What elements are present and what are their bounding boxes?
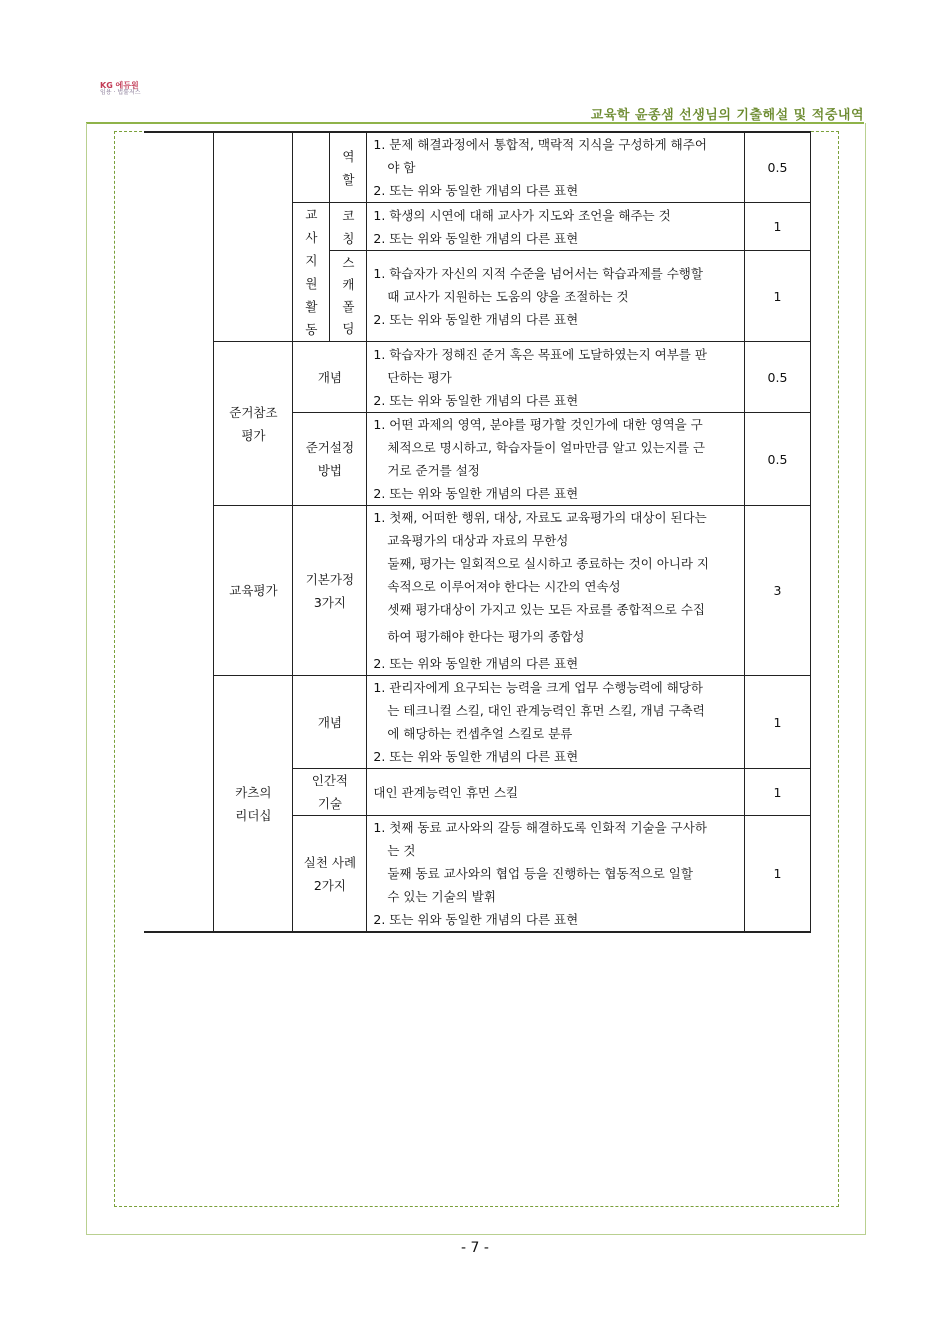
score-cell: 1 [744,676,810,769]
sub-item-cell [293,676,367,769]
page-number: - 7 - [461,1240,489,1256]
sub-item-label: 인간적 기술 [311,773,348,811]
score-cell: 0.5 [744,342,810,413]
group-label: 교사지원활동 [305,207,318,337]
score-cell: 0.5 [744,413,810,506]
answer-line: 대인 관계능력인 휴먼 스킬 [373,784,519,800]
sub-item-cell [293,342,367,413]
answer-line: 는 것 [387,843,416,858]
sub-item-label: 코칭 [342,207,355,246]
sub-item-label: 준거설정 방법 [305,440,355,478]
page-header-title: 교육학 윤종샘 선생님의 기출해설 및 적중내역 [590,108,864,123]
category-cell [214,676,293,933]
answer-cell [367,132,745,203]
answer-line: 2. 또는 위와 동일한 개념의 다른 표현 [373,486,579,501]
answer-line: 2. 또는 위와 동일한 개념의 다른 표현 [373,912,579,927]
group-cell-blank [293,132,330,203]
sub-item-label: 개념 [317,369,342,385]
answer-line: 속적으로 이루어져야 한다는 시간의 연속성 [387,579,621,594]
score-cell: 1 [744,816,810,933]
score-cell: 1 [744,251,810,342]
answer-line: 1. 문제 해결과정에서 통합적, 맥락적 지식을 구성하게 해주어 [373,137,707,152]
answer-line: 1. 첫째, 어떠한 행위, 대상, 자료도 교육평가의 대상이 된다는 [373,510,707,525]
score-cell: 1 [744,769,810,816]
answer-line: 는 테크니컬 스킬, 대인 관계능력인 휴먼 스킬, 개념 구축력 [387,703,705,718]
category-cell-blank [214,132,293,342]
answer-cell [367,506,745,676]
logo-subtext: 임용 · 법률저스 [100,89,141,96]
score-cell: 1 [744,203,810,251]
answer-line: 수 있는 기술의 발휘 [387,889,496,904]
sub-item-label: 역할 [342,148,355,187]
answer-line: 체적으로 명시하고, 학습자들이 얼마만큼 알고 있는지를 근 [387,440,705,455]
answer-line: 2. 또는 위와 동일한 개념의 다른 표현 [373,311,579,327]
answer-line: 셋째 평가대상이 가지고 있는 모든 자료를 종합적으로 수집 [387,602,705,617]
sub-item-cell [330,251,367,342]
answer-line: 1. 학생의 시연에 대해 교사가 지도와 조언을 해주는 것 [373,207,671,223]
answer-line: 2. 또는 위와 동일한 개념의 다른 표현 [373,183,579,198]
answer-line: 단하는 평가 [387,369,452,385]
sub-item-cell [330,203,367,251]
category-cell [214,506,293,676]
sub-item-cell [293,506,367,676]
blank-column-cell [144,132,214,932]
answer-line: 둘째, 평가는 일회적으로 실시하고 종료하는 것이 아니라 지 [387,556,709,571]
answer-line: 1. 첫째 동료 교사와의 갈등 해결하도록 인화적 기술을 구사하 [373,820,707,835]
answer-line: 2. 또는 위와 동일한 개념의 다른 표현 [373,392,579,408]
sub-item-cell [293,816,367,933]
answer-line: 교육평가의 대상과 자료의 무한성 [387,533,569,548]
answer-line: 1. 어떤 과제의 영역, 분야를 평가할 것인가에 대한 영역을 구 [373,417,703,432]
category-cell [214,342,293,506]
category-label: 교육평가 [229,583,278,598]
sub-item-label: 기본가정 3가지 [305,571,355,610]
table-row [144,676,811,769]
category-label: 카츠의 리더십 [235,784,272,823]
answer-line: 둘째 동료 교사와의 협업 등을 진행하는 협동적으로 일할 [387,866,693,881]
sub-item-cell [293,769,367,816]
score-cell: 3 [744,506,810,676]
answer-line: 야 함 [387,160,416,175]
answer-cell [367,251,745,342]
table-row [144,342,811,413]
group-cell [293,203,330,342]
answer-line: 거로 준거를 설정 [387,463,480,478]
table-row [144,506,811,676]
answer-line: 하여 평가해야 한다는 평가의 종합성 [387,629,585,644]
logo-text: KG 에듀원 [100,81,139,90]
sub-item-label: 실천 사례 2가지 [303,854,357,893]
answer-cell [367,816,745,933]
answer-line: 에 해당하는 컨셉추얼 스킬로 분류 [387,726,573,741]
sub-item-label: 개념 [317,714,342,730]
answer-line: 2. 또는 위와 동일한 개념의 다른 표현 [373,230,579,246]
table-row [144,132,811,203]
answer-cell [367,203,745,251]
answer-line: 2. 또는 위와 동일한 개념의 다른 표현 [373,656,579,671]
category-label: 준거참조 평가 [229,404,278,443]
answer-line: 1. 관리자에게 요구되는 능력을 크게 업무 수행능력에 해당하 [373,680,703,695]
answer-line: 2. 또는 위와 동일한 개념의 다른 표현 [373,749,579,764]
score-cell: 0.5 [744,132,810,203]
answer-cell [367,769,745,816]
answer-line: 1. 학습자가 자신의 지적 수준을 넘어서는 학습과제를 수행할 [373,265,703,281]
answer-line: 때 교사가 지원하는 도움의 양을 조절하는 것 [387,288,629,304]
sub-item-label: 스캐폴딩 [342,255,355,337]
sub-item-cell [330,132,367,203]
answer-cell [367,342,745,413]
answer-cell [367,413,745,506]
scoring-table [144,131,811,933]
sub-item-cell [293,413,367,506]
answer-cell [367,676,745,769]
publisher-logo [100,82,160,96]
answer-line: 1. 학습자가 정해진 준거 혹은 목표에 도달하였는지 여부를 판 [373,346,707,362]
